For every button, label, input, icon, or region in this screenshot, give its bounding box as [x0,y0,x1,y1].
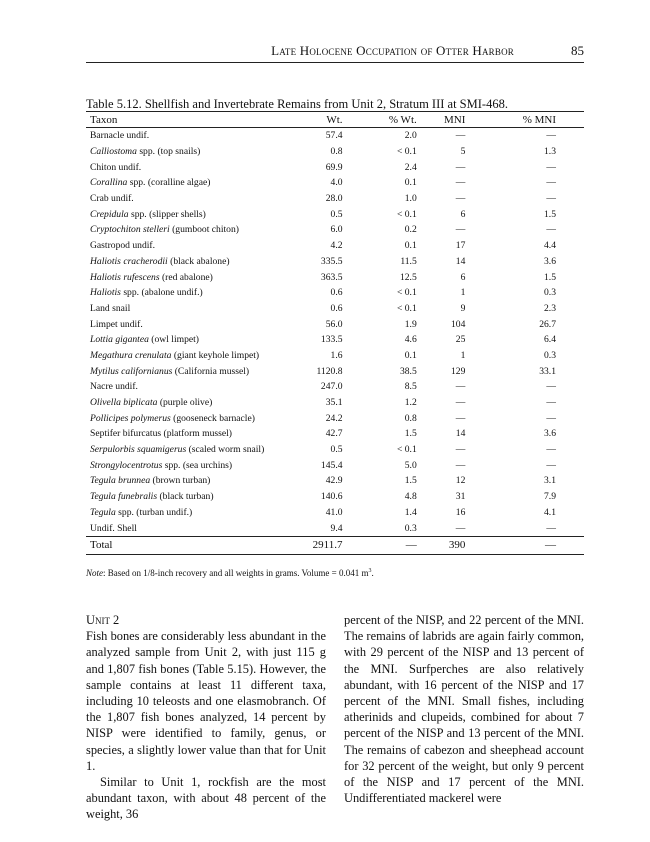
total-pct-wt: — [347,536,421,554]
taxon-name: Nacre undif. [90,381,138,393]
cell-pct-mni: 1.5 [544,271,556,283]
column-header-wt: Wt. [287,112,347,128]
table-header-row [86,112,584,128]
taxon-genus: Olivella biplicata [90,397,158,409]
column-header-pct-wt: % Wt. [347,112,421,128]
column-header-taxon: Taxon [86,112,287,128]
taxon-genus: Tegula [90,506,116,518]
cell-pct-wt: 11.5 [400,255,417,267]
cell-pct-wt: < 0.1 [396,302,417,314]
cell-pct-wt: 0.1 [404,240,417,252]
cell-pct-wt: 1.5 [404,428,417,440]
taxon-name: spp. (slipper shells) [128,208,206,220]
taxon-name: (purple olive) [157,397,213,409]
cell-pct-mni: — [546,459,556,471]
cell-pct-wt: 0.3 [404,522,417,534]
taxon-name: spp. (coralline algae) [127,177,211,189]
cell-wt: 42.7 [325,428,343,440]
table-row [86,489,584,505]
table-row [86,316,584,332]
taxon-genus: Pollicipes polymerus [90,412,171,424]
cell-mni: 31 [455,491,466,503]
cell-wt: 140.6 [320,491,343,503]
cell-pct-wt: 2.0 [404,130,417,142]
cell-pct-mni: 4.1 [544,506,556,518]
cell-pct-mni: 3.6 [544,255,556,267]
cell-wt: 56.0 [325,318,343,330]
table-row [86,520,584,536]
taxon-genus: Haliotis cracherodii [90,255,168,267]
cell-pct-wt: 4.8 [404,491,417,503]
cell-wt: 9.4 [330,522,343,534]
cell-taxon [86,191,287,207]
paragraph: Fish bones are considerably less abundant in the analyzed sample from Unit 2, with just 115 g and 1,807 fish bones (Table 5.15). However, the sample contains at least 11 different taxa, including 10 teleosts and one elasmobranch. Of the 1,807 fish bones analyzed, 14 percent by NISP were identified to family, genus, or species, a slightly lower value than that for Unit 1. [86,629,326,773]
body-column-right [344,612,584,806]
cell-mni: 9 [460,302,466,314]
table-row [86,457,584,473]
body-column-left [86,612,326,823]
taxon-name: (gumboot chiton) [169,224,239,236]
taxon-name: Crab undif. [90,193,134,205]
table-row [86,175,584,191]
taxon-genus: Tegula funebralis [90,491,158,503]
table-note [86,568,374,578]
taxon-name: Septifer bifurcatus (platform mussel) [90,428,232,440]
cell-taxon [86,473,287,489]
table-body [86,128,584,537]
cell-pct-wt: 4.6 [404,334,417,346]
note-superscript: 3 [368,568,372,574]
total-pct-mni: — [469,536,584,554]
page-number: 85 [571,43,584,58]
cell-mni: 5 [460,146,466,158]
taxon-name: Gastropod undif. [90,240,156,252]
cell-mni: 6 [460,271,466,283]
cell-mni: 14 [455,428,466,440]
taxon-name: spp. (abalone undif.) [120,287,203,299]
cell-pct-mni: — [546,397,556,409]
total-row [86,536,584,554]
cell-pct-mni: 0.3 [544,349,556,361]
taxon-genus: Corallina [90,177,128,189]
table-row [86,363,584,379]
cell-wt: 335.5 [320,255,343,267]
cell-pct-mni: 1.5 [544,208,556,220]
cell-mni: — [455,412,466,424]
table-row [86,191,584,207]
cell-mni: — [455,177,466,189]
cell-taxon [86,379,287,395]
cell-pct-wt: 12.5 [399,271,417,283]
cell-pct-mni: 6.4 [544,334,556,346]
cell-wt: 1120.8 [316,365,343,377]
table-row [86,144,584,160]
cell-pct-mni: 33.1 [539,365,556,377]
cell-pct-wt: 0.1 [404,349,417,361]
table-row [86,442,584,458]
column-header-mni: MNI [421,112,470,128]
column-header-pct-mni: % MNI [469,112,584,128]
table-row [86,473,584,489]
cell-taxon [86,505,287,521]
cell-wt: 4.2 [330,240,343,252]
taxon-genus: Crepidula [90,208,129,220]
note-label: Note [86,568,103,578]
table-row [86,159,584,175]
cell-wt: 0.5 [330,208,343,220]
cell-taxon [86,238,287,254]
cell-wt: 42.9 [325,475,343,487]
table-row [86,395,584,411]
cell-pct-mni: — [546,193,556,205]
table-caption: Table 5.12. Shellfish and Invertebrate Remains from Unit 2, Stratum III at SMI-468. [86,97,508,111]
cell-pct-mni: 3.6 [544,428,556,440]
cell-pct-wt: < 0.1 [396,208,417,220]
taxon-name: (red abalone) [159,271,213,283]
cell-pct-wt: 5.0 [404,459,417,471]
taxon-genus: Strongylocentrotus [90,459,163,471]
cell-mni: — [455,381,466,393]
cell-pct-mni: — [546,177,556,189]
taxon-name: Land snail [90,302,131,314]
taxon-genus: Lottia gigantea [90,334,149,346]
cell-mni: — [455,224,466,236]
total-label: Total [86,536,287,554]
cell-mni: — [455,522,466,534]
cell-wt: 35.1 [325,397,343,409]
taxon-name: (scaled worm snail) [186,444,265,456]
cell-mni: — [455,397,466,409]
cell-taxon [86,159,287,175]
cell-pct-mni: 7.9 [544,491,556,503]
table-row [86,332,584,348]
table-row [86,254,584,270]
taxon-name: spp. (sea urchins) [162,459,233,471]
cell-wt: 133.5 [320,334,343,346]
taxon-name: Chiton undif. [90,161,142,173]
cell-taxon [86,222,287,238]
cell-mni: 25 [455,334,466,346]
cell-taxon [86,254,287,270]
section-heading: Unit 2 [86,613,120,627]
cell-wt: 57.4 [325,130,343,142]
cell-mni: — [455,193,466,205]
cell-pct-wt: 0.1 [404,177,417,189]
cell-wt: 0.6 [330,287,343,299]
cell-wt: 0.6 [330,302,343,314]
cell-wt: 1.6 [330,349,343,361]
cell-taxon [86,520,287,536]
taxon-genus: Haliotis [90,287,121,299]
cell-taxon [86,348,287,364]
taxon-name: (brown turban) [150,475,211,487]
cell-mni: 129 [450,365,466,377]
cell-mni: 6 [460,208,466,220]
total-wt: 2911.7 [287,536,347,554]
cell-pct-wt: 38.5 [399,365,417,377]
cell-taxon [86,489,287,505]
cell-mni: 12 [455,475,466,487]
cell-mni: — [455,459,466,471]
page-header [86,40,584,63]
cell-pct-mni: — [546,381,556,393]
cell-pct-wt: 0.2 [404,224,417,236]
cell-taxon [86,128,287,144]
cell-taxon [86,175,287,191]
cell-wt: 28.0 [325,193,343,205]
running-head: Late Holocene Occupation of Otter Harbor [271,43,514,58]
taxon-genus: Haliotis rufescens [90,271,160,283]
cell-pct-mni: — [546,224,556,236]
cell-pct-mni: — [546,161,556,173]
total-mni: 390 [421,536,470,554]
cell-pct-wt: 1.2 [404,397,417,409]
cell-taxon [86,269,287,285]
taxon-genus: Mytilus californianus [90,365,173,377]
cell-mni: — [455,161,466,173]
cell-pct-mni: — [546,412,556,424]
cell-wt: 4.0 [330,177,343,189]
cell-wt: 0.8 [330,146,343,158]
cell-mni: — [455,130,466,142]
taxon-genus: Megathura crenulata [90,349,172,361]
cell-taxon [86,410,287,426]
table-row [86,238,584,254]
cell-pct-wt: 0.8 [404,412,417,424]
taxon-name: spp. (top snails) [136,146,201,158]
table-row [86,128,584,144]
cell-wt: 0.5 [330,444,343,456]
cell-taxon [86,316,287,332]
cell-pct-mni: — [546,130,556,142]
cell-taxon [86,426,287,442]
taxon-name: (gooseneck barnacle) [170,412,255,424]
taxon-name: (California mussel) [172,365,250,377]
cell-wt: 6.0 [330,224,343,236]
paragraph: percent of the NISP, and 22 percent of the MNI. The remains of labrids are again fairly common, with 29 percent of the NISP and 13 percent of the MNI. Surfperches are also relatively abundant, with 16 percent of the NISP and 17 percent of the MNI. Small fishes, including atherinids and clupeids, combined for about 7 percent of the NISP and 13 percent of the MNI. The remains of cabezon and sheephead account for 32 percent of the weight, but only 9 percent of the NISP and 17 percent of the MNI. Undifferentiated mackerel were [344,613,584,806]
cell-pct-wt: < 0.1 [396,146,417,158]
cell-taxon [86,332,287,348]
table-row [86,269,584,285]
taxon-name: Limpet undif. [90,318,143,330]
cell-taxon [86,395,287,411]
cell-pct-wt: 1.9 [404,318,417,330]
cell-pct-wt: 1.4 [404,506,417,518]
cell-pct-mni: 2.3 [544,302,556,314]
table-row [86,301,584,317]
cell-wt: 41.0 [325,506,343,518]
cell-wt: 247.0 [320,381,343,393]
table-row [86,410,584,426]
table-row [86,206,584,222]
cell-mni: 14 [455,255,466,267]
cell-taxon [86,442,287,458]
taxon-name: Undif. Shell [90,522,137,534]
taxon-name: Barnacle undif. [90,130,150,142]
taxon-genus: Tegula brunnea [90,475,151,487]
cell-mni: 16 [455,506,466,518]
table-row [86,426,584,442]
cell-pct-wt: 2.4 [404,161,417,173]
cell-mni: — [455,444,466,456]
taxon-name: (giant keyhole limpet) [171,349,260,361]
cell-wt: 24.2 [325,412,343,424]
cell-taxon [86,144,287,160]
cell-pct-mni: 0.3 [544,287,556,299]
cell-taxon [86,363,287,379]
taxon-genus: Calliostoma [90,146,137,158]
cell-pct-mni: 1.3 [544,146,556,158]
cell-pct-wt: 8.5 [404,381,417,393]
cell-wt: 363.5 [320,271,343,283]
cell-taxon [86,285,287,301]
cell-taxon [86,206,287,222]
cell-pct-wt: < 0.1 [396,444,417,456]
taxon-genus: Cryptochiton stelleri [90,224,170,236]
cell-wt: 69.9 [325,161,343,173]
cell-pct-wt: < 0.1 [396,287,417,299]
cell-pct-mni: 4.4 [544,240,556,252]
cell-pct-wt: 1.5 [404,475,417,487]
paragraph: Similar to Unit 1, rockfish are the most abundant taxon, with about 48 percent of the weight, 36 [86,775,326,822]
taxon-name: (black abalone) [167,255,230,267]
table-row [86,505,584,521]
cell-pct-wt: 1.0 [404,193,417,205]
cell-pct-mni: — [546,522,556,534]
cell-mni: 17 [455,240,466,252]
taxon-name: (owl limpet) [148,334,199,346]
table-row [86,285,584,301]
cell-mni: 1 [460,349,466,361]
table-row [86,222,584,238]
note-end: . [371,568,374,578]
cell-pct-mni: 26.7 [539,318,556,330]
cell-pct-mni: — [546,444,556,456]
note-text: : Based on 1/8-inch recovery and all weights in grams. Volume = 0.041 m [103,568,369,578]
cell-mni: 1 [460,287,466,299]
cell-taxon [86,457,287,473]
table-row [86,348,584,364]
taxon-name: spp. (turban undif.) [115,506,193,518]
taxon-name: (black turban) [157,491,214,503]
taxon-genus: Serpulorbis squamigerus [90,444,187,456]
cell-mni: 104 [450,318,466,330]
table-row [86,379,584,395]
cell-taxon [86,301,287,317]
cell-pct-mni: 3.1 [544,475,556,487]
shellfish-table [86,111,584,555]
cell-wt: 145.4 [320,459,343,471]
